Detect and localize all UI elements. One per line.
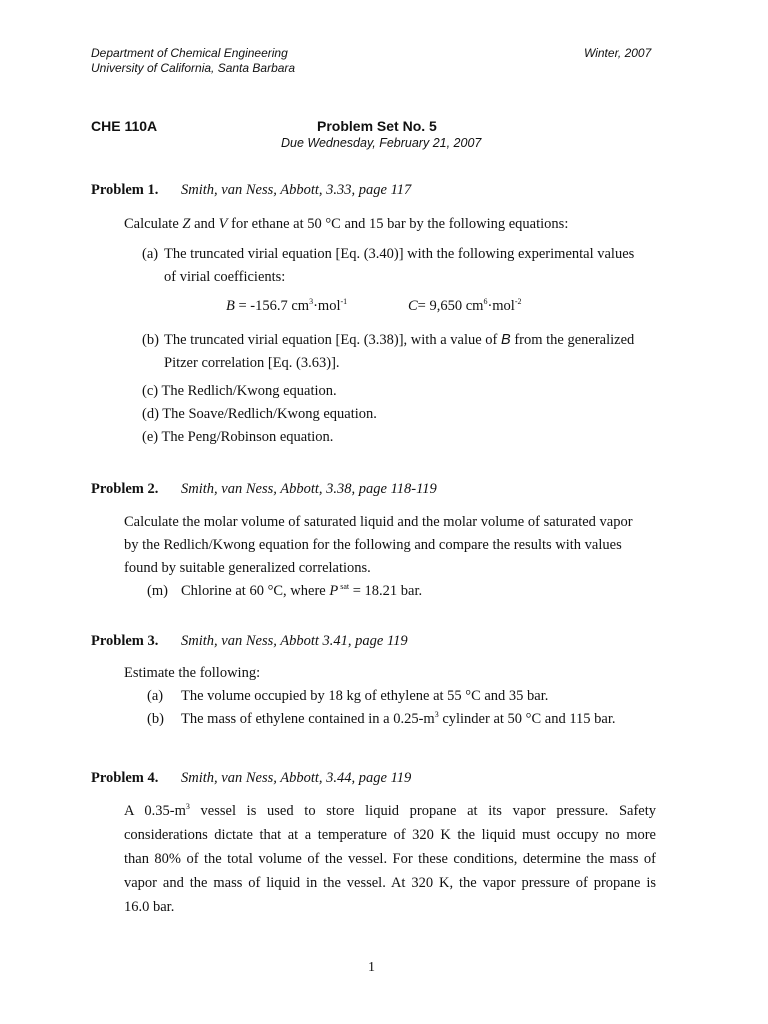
course-code: CHE 110A xyxy=(91,118,158,134)
problem-1a-text-1: The truncated virial equation [Eq. (3.40)] with the following experimental values xyxy=(164,246,635,262)
superscript: sat xyxy=(338,582,350,592)
problem-3-reference: Smith, van Ness, Abbott 3.41, page 119 xyxy=(181,633,408,649)
problem-2-text-2: by the Redlich/Kwong equation for the following and compare the results with values xyxy=(124,537,622,553)
text: = 9,650 cm xyxy=(417,298,484,314)
problem-1b-text-2: Pitzer correlation [Eq. (3.63)]. xyxy=(164,355,340,371)
superscript: -1 xyxy=(340,297,348,307)
problem-2-reference: Smith, van Ness, Abbott, 3.38, page 118-119 xyxy=(181,481,437,497)
problem-4-line-5: 16.0 bar. xyxy=(124,899,175,915)
problem-3b-label: (b) xyxy=(147,711,164,727)
problem-1c: (c) The Redlich/Kwong equation. xyxy=(142,383,337,399)
text: A 0.35-m xyxy=(124,803,186,819)
problem-4-line-3: than 80% of the total volume of the vessel. For these conditions, determine the mass of xyxy=(124,851,656,867)
problem-1a-text-2: of virial coefficients: xyxy=(164,269,286,285)
text: = -156.7 cm xyxy=(234,298,310,314)
problem-1e: (e) The Peng/Robinson equation. xyxy=(142,429,334,445)
problem-1-reference: Smith, van Ness, Abbott, 3.33, page 117 xyxy=(181,182,412,198)
var-b: B xyxy=(501,332,511,348)
var-c: C xyxy=(408,298,418,314)
problem-2m-label: (m) xyxy=(147,583,168,599)
problem-3a-text: The volume occupied by 18 kg of ethylene at 55 °C and 35 bar. xyxy=(181,688,549,704)
text: and xyxy=(190,216,219,232)
problem-2-text-1: Calculate the molar volume of saturated liquid and the molar volume of saturated vapor xyxy=(124,514,633,530)
problem-3b-text xyxy=(181,711,616,728)
problem-3-label: Problem 3. xyxy=(91,633,159,649)
problem-2m-text xyxy=(181,583,422,600)
text: from the generalized xyxy=(510,332,635,348)
problem-4-label: Problem 4. xyxy=(91,770,159,786)
text: vessel is used to store liquid propane at its vapor pressure. Safety xyxy=(189,803,656,819)
problem-3-intro: Estimate the following: xyxy=(124,665,261,681)
superscript: -2 xyxy=(514,297,522,307)
text: cylinder at 50 °C and 115 bar. xyxy=(438,711,616,727)
superscript: 3 xyxy=(185,802,190,812)
problem-4-line-1 xyxy=(124,800,656,824)
due-date: Due Wednesday, February 21, 2007 xyxy=(281,136,482,150)
problem-1-intro xyxy=(124,216,568,233)
var-p: P xyxy=(329,583,339,599)
problem-1d: (d) The Soave/Redlich/Kwong equation. xyxy=(142,406,377,422)
text: ·mol xyxy=(487,298,515,314)
text: Chlorine at 60 °C, where xyxy=(181,583,330,599)
text: The truncated virial equation [Eq. (3.38)], with a value of xyxy=(164,332,502,348)
text: = 18.21 bar. xyxy=(349,583,423,599)
problem-4-line-2: considerations dictate that at a temperature of 320 K the liquid must occupy no more xyxy=(124,827,656,843)
virial-c-equation xyxy=(408,298,522,315)
problem-4-reference: Smith, van Ness, Abbott, 3.44, page 119 xyxy=(181,770,412,786)
var-v: V xyxy=(218,216,228,232)
text: ·mol xyxy=(313,298,341,314)
problem-2-text-3: found by suitable generalized correlations. xyxy=(124,560,371,576)
problem-2-label: Problem 2. xyxy=(91,481,159,497)
problem-1-label: Problem 1. xyxy=(91,182,159,198)
problem-1a-label: (a) xyxy=(142,246,159,262)
text: The mass of ethylene contained in a 0.25-m xyxy=(181,711,435,727)
superscript: 6 xyxy=(483,297,488,307)
text: for ethane at 50 °C and 15 bar by the following equations: xyxy=(227,216,569,232)
problem-4-line-4: vapor and the mass of liquid in the vessel. At 320 K, the vapor pressure of propane is xyxy=(124,875,656,891)
problem-3a-label: (a) xyxy=(147,688,164,704)
department-name: Department of Chemical Engineering xyxy=(91,46,288,60)
page-number: 1 xyxy=(368,960,375,975)
superscript: 3 xyxy=(309,297,314,307)
var-b: B xyxy=(226,298,235,314)
problem-1b-label: (b) xyxy=(142,332,159,348)
university-name: University of California, Santa Barbara xyxy=(91,61,296,75)
superscript: 3 xyxy=(434,710,439,720)
term: Winter, 2007 xyxy=(584,46,652,60)
page-title: Problem Set No. 5 xyxy=(317,118,437,134)
problem-1b-text-1 xyxy=(164,332,634,349)
virial-b-equation xyxy=(226,298,347,315)
text: Calculate xyxy=(124,216,183,232)
var-z: Z xyxy=(182,216,191,232)
